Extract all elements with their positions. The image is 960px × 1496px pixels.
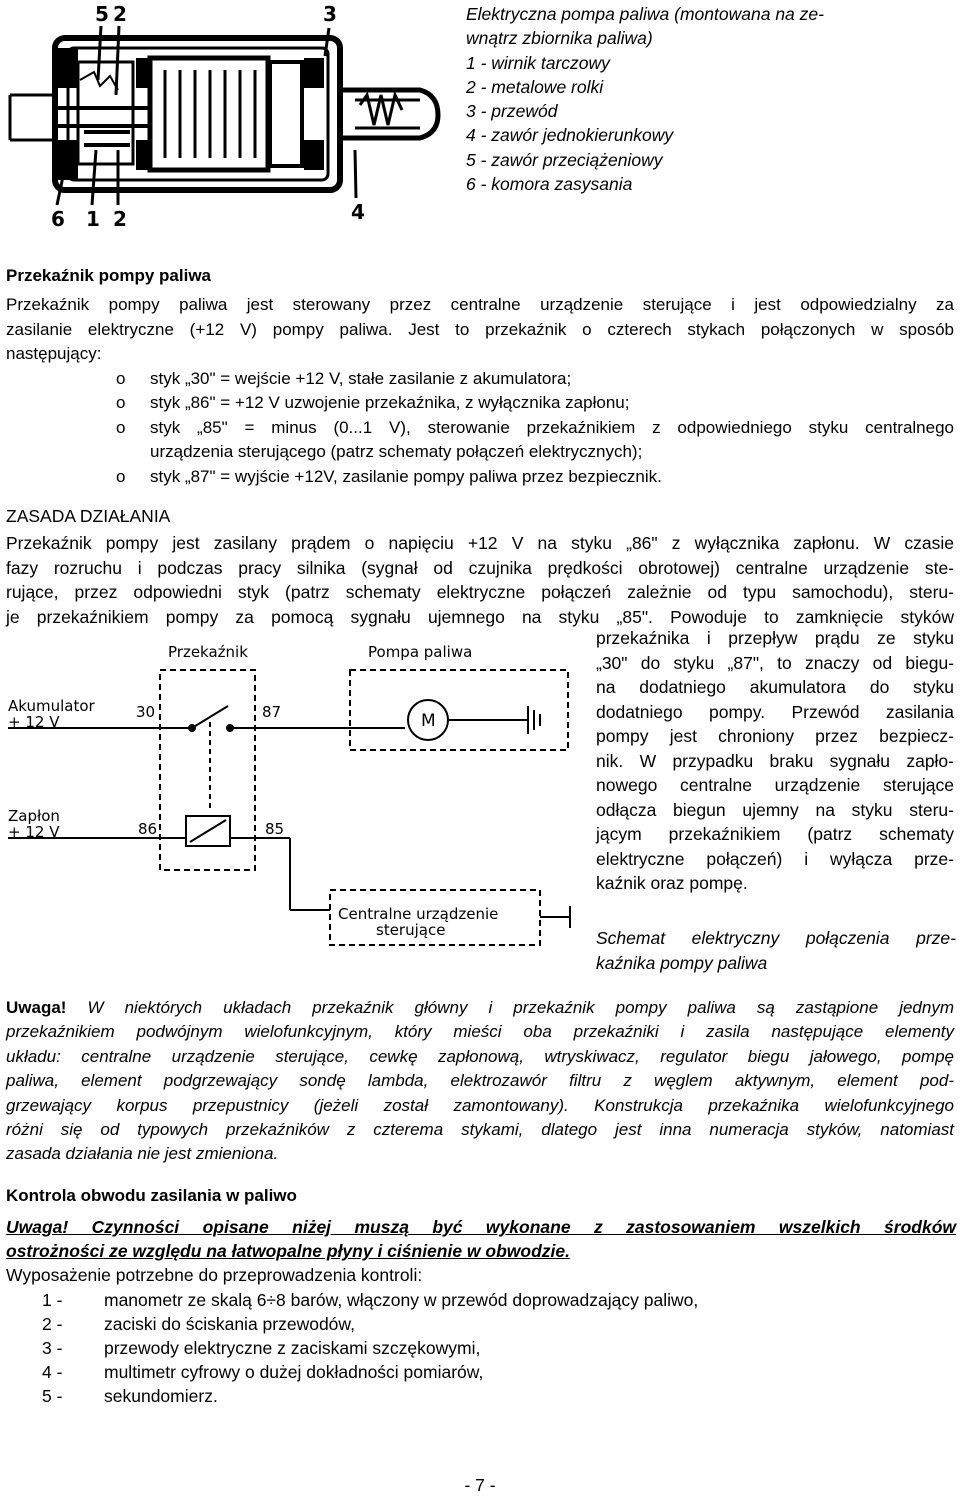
bullet-marker: o <box>116 466 126 486</box>
uwaga-note-line: zasada działania nie jest zmieniona. <box>6 1144 279 1164</box>
bullet-marker: o <box>116 417 126 437</box>
zasada-heading: ZASADA DZIAŁANIA <box>6 506 171 526</box>
pump-caption-line: wnątrz zbiornika paliwa) <box>466 28 653 49</box>
pump-caption-line: 5 - zawór przeciążeniowy <box>466 149 663 170</box>
callout-6: 6 <box>51 207 65 231</box>
relay-intro-line: zasilanie elektryczne (+12 V) pompy paliwa. Jest to przekaźnik o czterech stykach połączonych w sposób <box>6 319 954 339</box>
callout-2-top: 2 <box>113 2 127 26</box>
safety-warning-line: Uwaga! Czynności opisane niżej muszą być wykonane z zastosowaniem wszelkich środków <box>6 1217 956 1237</box>
ecu-label-line2: sterujące <box>376 921 446 939</box>
zasada-right-line: „30" do styku „87", to znaczy od biegu- <box>596 652 954 673</box>
schematic-caption <box>596 926 956 975</box>
relay-label: Przekaźnik <box>168 643 248 661</box>
equipment-text: przewody elektryczne z zaciskami szczękowymi, <box>104 1338 481 1358</box>
page-number: - 7 - <box>464 1475 496 1495</box>
relay-intro-line: Przekaźnik pompy paliwa jest sterowany przez centralne urządzenie sterujące i jest odpowiedzialny za <box>6 295 954 314</box>
callout-1: 1 <box>86 207 100 231</box>
zasada-line: fazy rozruchu i podczas pracy silnika (sygnał od czujnika prędkości obrotowej) centralne urządzenie ste- <box>6 557 954 578</box>
contact-30-text: styk „30" = wejście +12 V, stałe zasilanie z akumulatora; <box>150 368 572 388</box>
equipment-number: 2 - <box>42 1314 63 1334</box>
relay-box <box>160 670 255 870</box>
fuel-pump-drawing <box>0 0 450 235</box>
ignition-label: Zapłon <box>8 807 60 825</box>
bullet-marker: o <box>116 368 126 388</box>
battery-voltage-label: + 12 V <box>8 713 60 731</box>
motor-label: M <box>421 711 436 731</box>
zasada-right-line: kaźnik oraz pompę. <box>596 873 748 893</box>
kontrola-heading: Kontrola obwodu zasilania w paliwo <box>6 1186 297 1205</box>
zasada-line: rujące, przez odpowiedni styk (patrz schematy elektryczne połączeń zależnie od typu samochodu), steru- <box>6 582 954 602</box>
battery-label: Akumulator <box>8 697 95 715</box>
zasada-right-line: nowego centralne urządzenie sterujące <box>596 775 954 795</box>
ignition-voltage-label: + 12 V <box>8 823 60 841</box>
callout-5: 5 <box>95 2 109 26</box>
pump-caption <box>466 2 936 196</box>
contact-85-text-cont: urządzenia sterującego (patrz schematy połączeń elektrycznych); <box>150 442 643 461</box>
pin-30-label: 30 <box>136 703 156 721</box>
equipment-text: sekundomierz. <box>104 1386 218 1406</box>
zasada-right-line: jącym przekaźnikiem (patrz schematy <box>596 824 954 844</box>
schematic-caption-line: Schemat elektryczny połączenia prze- <box>596 928 956 948</box>
uwaga-note-line: układu: centralne urządzenie sterujące, cewkę zapłonową, wtryskiwacz, regulator biegu jałowego, pompę <box>6 1046 954 1066</box>
equipment-number: 4 - <box>42 1362 63 1382</box>
uwaga-lead: Uwaga! <box>6 998 67 1017</box>
callout-2-bottom: 2 <box>113 207 127 231</box>
equipment-number: 3 - <box>42 1338 63 1358</box>
ecu-label: Centralne urządzenie <box>338 905 499 923</box>
pump-label: Pompa paliwa <box>368 643 473 661</box>
equipment-text: multimetr cyfrowy o dużej dokładności pomiarów, <box>104 1362 484 1382</box>
pump-caption-line: Elektryczna pompa paliwa (montowana na ze- <box>466 4 824 24</box>
safety-warning-line: ostrożności ze względu na łatwopalne płyny i ciśnienie w obwodzie. <box>6 1241 570 1262</box>
zasada-right-line: nik. W przypadku braku sygnału zapło- <box>596 750 954 771</box>
uwaga-note-line: przekaźnikiem podwójnym wielofunkcyjnym, który mieści oba przekaźniki i zasila następujące elementy <box>6 1022 954 1042</box>
uwaga-text: W niektórych układach przekaźnik główny i przekaźnik pompy paliwa są zastąpione jednym <box>66 998 954 1017</box>
zasada-right-line: dodatniego pompy. Przewód zasilania <box>596 701 954 722</box>
pump-caption-line: 2 - metalowe rolki <box>466 76 604 97</box>
schematic-caption-line: kaźnika pompy paliwa <box>596 952 768 973</box>
zasada-right-line: przekaźnika i przepływ prądu ze styku <box>596 628 954 648</box>
zasada-right-line: na dodatniego akumulatora do styku <box>596 677 954 697</box>
zasada-right-line: pompy jest chroniony przez bezpiecz- <box>596 726 954 746</box>
pump-caption-line: 1 - wirnik tarczowy <box>466 52 610 73</box>
contact-87-text: styk „87" = wyjście +12V, zasilanie pompy paliwa przez bezpiecznik. <box>150 466 662 486</box>
bullet-marker: o <box>116 393 126 412</box>
equipment-text: manometr ze skalą 6÷8 barów, włączony w przewód doprowadzający paliwo, <box>104 1290 699 1310</box>
uwaga-note-line: paliwa, element podgrzewający sondę lambda, elektrozawór filtru z węglem aktywnym, element pod- <box>6 1071 954 1091</box>
contact-86-text: styk „86" = +12 V uzwojenie przekaźnika, z wyłącznika zapłonu; <box>150 393 630 412</box>
pin-85-label: 85 <box>265 820 285 838</box>
zasada-line: Przekaźnik pompy jest zasilany prądem o napięciu +12 V na styku „86" z wyłącznika zapłonu. W czasie <box>6 533 954 553</box>
equipment-text: zaciski do ściskania przewodów, <box>104 1314 355 1334</box>
callout-4: 4 <box>351 200 365 224</box>
relay-intro-line: następujący: <box>6 344 102 363</box>
zasada-right-line: odłącza biegun ujemny na styku steru- <box>596 799 954 820</box>
relay-wiring-schematic <box>0 630 590 950</box>
relay-heading: Przekaźnik pompy paliwa <box>6 266 212 285</box>
pin-87-label: 87 <box>262 703 282 721</box>
pin-86-label: 86 <box>138 820 158 838</box>
uwaga-note-line: różni się od typowych przekaźników z czterema stykami, dlatego jest inna numeracja styków, natomiast <box>6 1120 954 1139</box>
pump-caption-line: 4 - zawór jednokierunkowy <box>466 125 674 146</box>
contact-85-text: styk „85" = minus (0...1 V), sterowanie przekaźnikiem z odpowiedniego styku centralnego <box>150 417 954 437</box>
uwaga-note-line: grzewający korpus przepustnicy (jeżeli został zamontowany). Konstrukcja przekaźnika wielofunkcyjnego <box>6 1095 954 1115</box>
zasada-line: je przekaźnikiem pompy za pomocą sygnału ujemnego na styku „85". Powoduje to zamknięcie styków <box>6 606 954 627</box>
pump-box <box>350 670 568 750</box>
equipment-number: 5 - <box>42 1386 63 1406</box>
equipment-number: 1 - <box>42 1290 63 1310</box>
pump-caption-line: 6 - komora zasysania <box>466 174 633 195</box>
pump-caption-line: 3 - przewód <box>466 101 558 122</box>
uwaga-note-line <box>6 996 954 1020</box>
callout-3: 3 <box>323 2 337 26</box>
equipment-intro: Wyposażenie potrzebne do przeprowadzenia kontroli: <box>6 1265 423 1285</box>
zasada-right-line: elektryczne połączeń) i wyłącza prze- <box>596 848 954 869</box>
